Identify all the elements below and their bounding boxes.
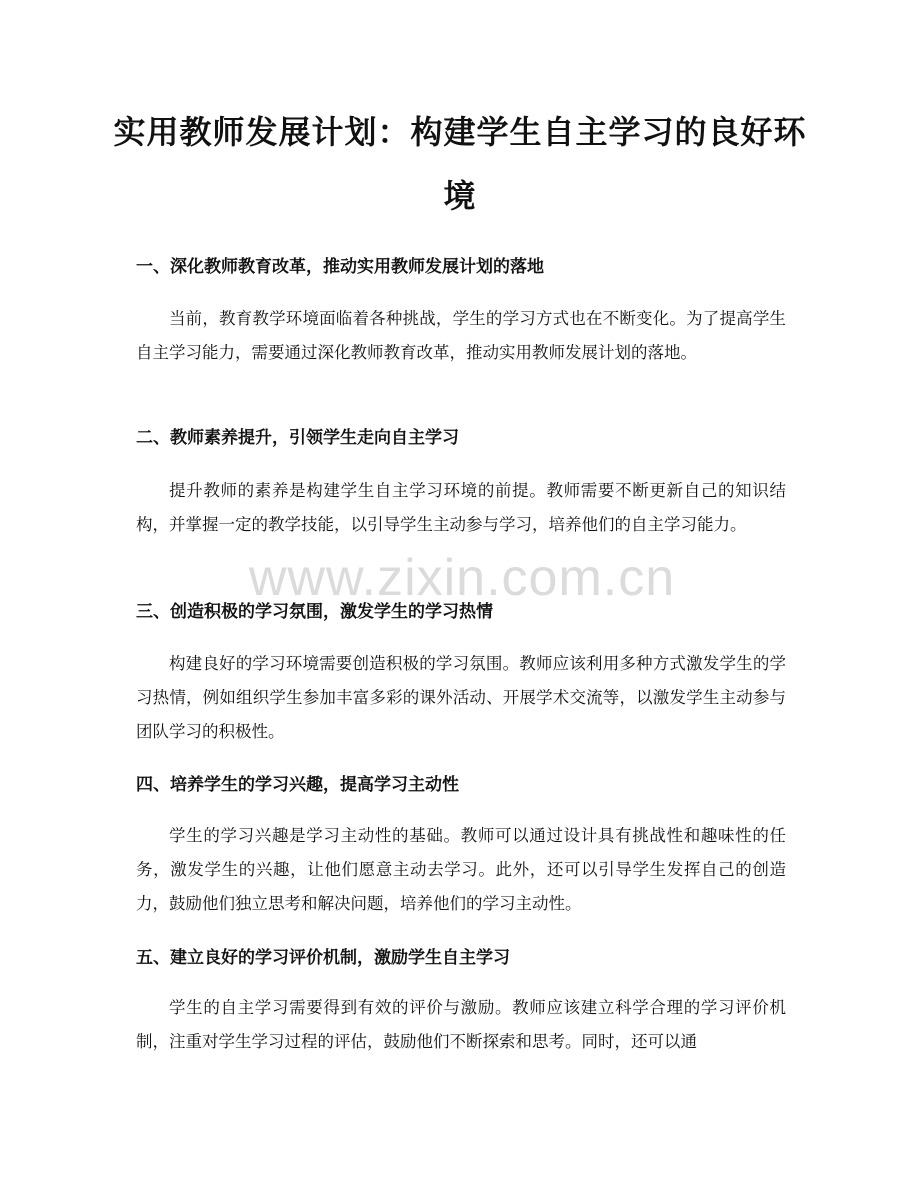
section-heading-3: 三、创造积极的学习氛围，激发学生的学习热情 bbox=[136, 602, 493, 622]
section-heading-1: 一、深化教师教育改革，推动实用教师发展计划的落地 bbox=[136, 257, 544, 277]
section-paragraph-2: 提升教师的素养是构建学生自主学习环境的前提。教师需要不断更新自己的知识结构，并掌握一定的教学技能，以引导学生主动参与学习，培养他们的自主学习能力。 bbox=[136, 481, 786, 534]
document-title: 实用教师发展计划：构建学生自主学习的良好环境 bbox=[113, 113, 807, 215]
section-paragraph-1: 当前，教育教学环境面临着各种挑战，学生的学习方式也在不断变化。为了提高学生自主学习能力，需要通过深化教师教育改革，推动实用教师发展计划的落地。 bbox=[136, 309, 786, 362]
section-heading-5: 五、建立良好的学习评价机制，激励学生自主学习 bbox=[136, 948, 510, 968]
section-paragraph-5: 学生的自主学习需要得到有效的评价与激励。教师应该建立科学合理的学习评价机制，注重对学生学习过程的评估，鼓励他们不断探索和思考。同时，还可以通 bbox=[136, 998, 786, 1051]
section-heading-2: 二、教师素养提升，引领学生走向自主学习 bbox=[136, 428, 459, 448]
section-heading-4: 四、培养学生的学习兴趣，提高学习主动性 bbox=[136, 775, 459, 795]
section-paragraph-3: 构建良好的学习环境需要创造积极的学习氛围。教师应该利用多种方式激发学生的学习热情，例如组织学生参加丰富多彩的课外活动、开展学术交流等，以激发学生主动参与团队学习的积极性。 bbox=[136, 654, 786, 741]
watermark: www.zixin.com.cn bbox=[248, 549, 676, 607]
section-paragraph-4: 学生的学习兴趣是学习主动性的基础。教师可以通过设计具有挑战性和趣味性的任务，激发学生的兴趣，让他们愿意主动去学习。此外，还可以引导学生发挥自己的创造力，鼓励他们独立思考和解决问题，培养他们的学习主动性。 bbox=[136, 826, 786, 913]
